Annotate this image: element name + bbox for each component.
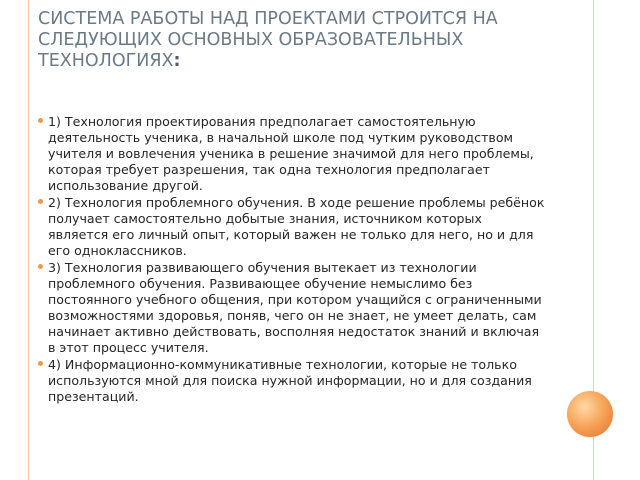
decorative-orb-icon bbox=[567, 391, 613, 437]
list-item bbox=[38, 357, 546, 405]
slide-title-text: СИСТЕМА РАБОТЫ НАД ПРОЕКТАМИ СТРОИТСЯ НА СЛЕДУЮЩИХ ОСНОВНЫХ ОБРАЗОВАТЕЛЬНЫХ ТЕХНОЛОГИЯХ bbox=[38, 9, 498, 71]
bullet-dot-icon bbox=[38, 199, 43, 204]
bullet-dot-icon bbox=[38, 361, 43, 366]
slide-title bbox=[38, 9, 588, 72]
bullet-dot-icon bbox=[38, 264, 43, 269]
bullet-list bbox=[38, 114, 546, 406]
list-item-text: 2) Технология проблемного обучения. В ходе решение проблемы ребёнок получает самостоятельно добытые знания, источником которых является его личный опыт, который важен не только для него, но и для его одноклассников. bbox=[48, 195, 545, 258]
list-item-text: 4) Информационно-коммуникативные технологии, которые не только используются мной для поиска нужной информации, но и для создания презентаций. bbox=[48, 357, 532, 404]
slide-title-colon: : bbox=[173, 51, 181, 71]
list-item bbox=[38, 195, 546, 259]
bullet-dot-icon bbox=[38, 118, 43, 123]
list-item bbox=[38, 114, 546, 194]
list-item-text: 3) Технология развивающего обучения вытекает из технологии проблемного обучения. Развивающее обучение немыслимо без постоянного учебного общения, при котором учащийся с ограниченными возможностями здоровья, поняв, чего он не знает, не умеет делать, сам начинает активно действовать, восполняя недостаток знаний и включая в этот процесс учителя. bbox=[48, 260, 542, 355]
list-item-text: 1) Технология проектирования предполагает самостоятельную деятельность ученика, в начальной школе под чутким руководством учителя и вовлечения ученика в решение значимой для него проблемы, которая требует разрешения, так одна технология предполагает использование другой. bbox=[48, 114, 534, 193]
list-item bbox=[38, 260, 546, 356]
